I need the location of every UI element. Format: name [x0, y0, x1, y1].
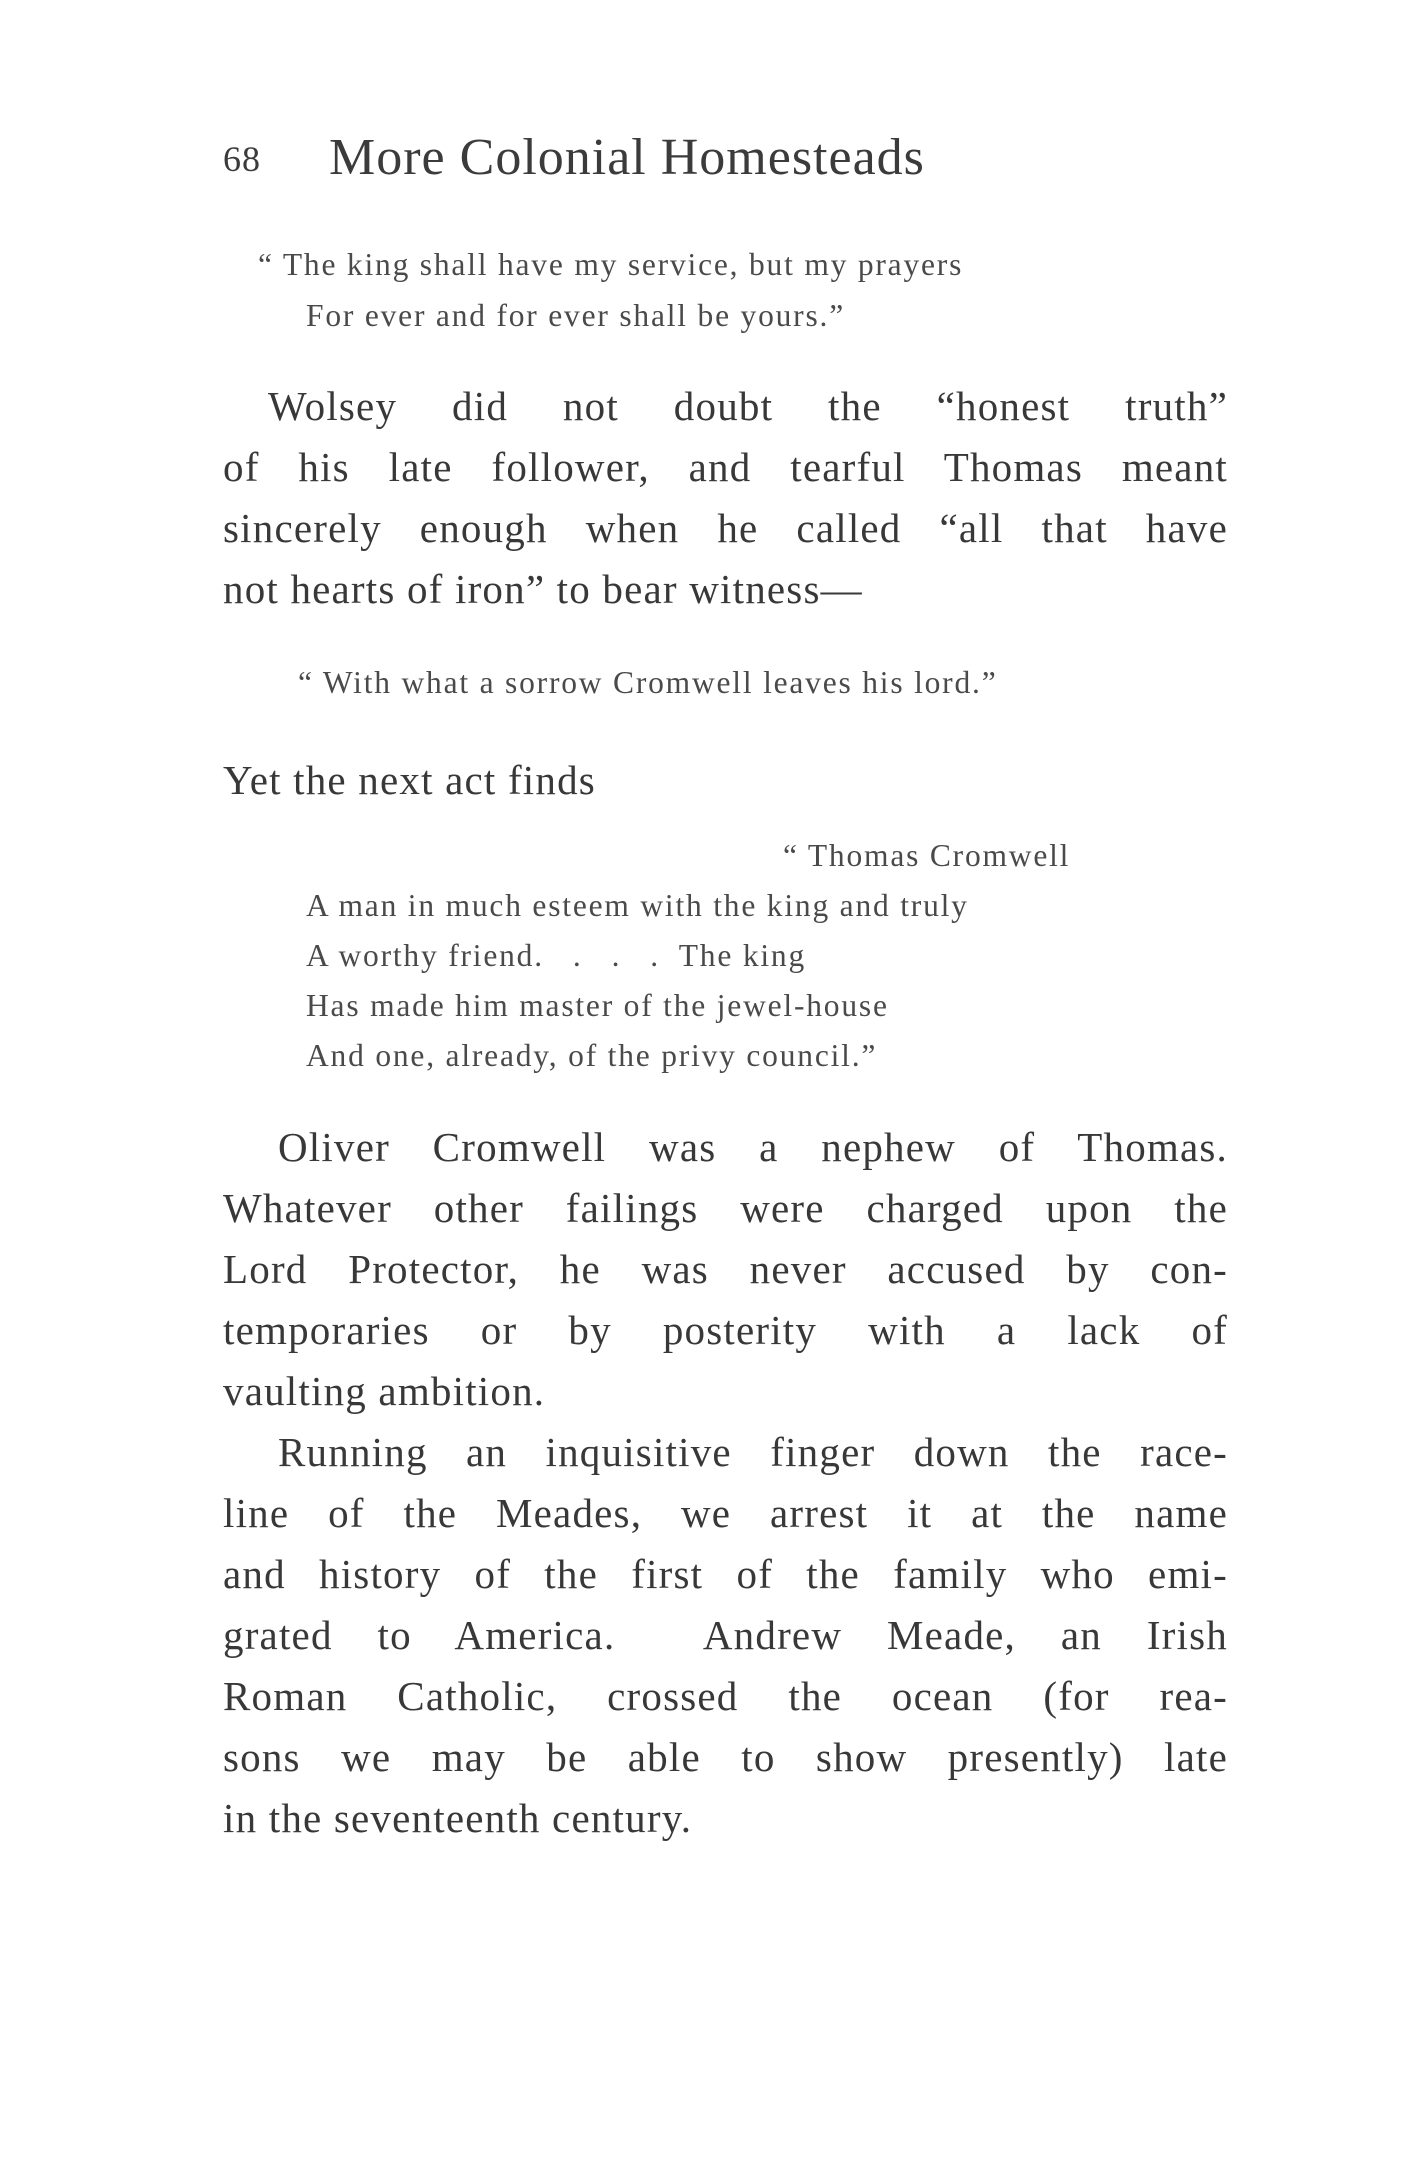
paragraph-line: Whatever other failings were charged upon the: [223, 1185, 1228, 1231]
verse-line: For ever and for ever shall be yours.”: [306, 298, 845, 333]
page-number: 68: [223, 139, 261, 179]
paragraph-line: grated to America. Andrew Meade, an Irish: [223, 1612, 1228, 1658]
paragraph-line: sincerely enough when he called “all that have: [223, 505, 1228, 551]
paragraph-line: Oliver Cromwell was a nephew of Thomas.: [278, 1124, 1228, 1170]
paragraph-line: Yet the next act finds: [223, 757, 596, 803]
paragraph-line: sons we may be able to show presently) late: [223, 1734, 1228, 1780]
verse-line: A worthy friend. . . . The king: [306, 938, 807, 973]
paragraph-line: Running an inquisitive finger down the race-: [278, 1429, 1228, 1475]
verse-line: “ With what a sorrow Cromwell leaves his lord.”: [298, 665, 998, 700]
verse-line: “ Thomas Cromwell: [783, 838, 1071, 873]
paragraph-line: not hearts of iron” to bear witness—: [223, 566, 863, 612]
paragraph-line: Wolsey did not doubt the “honest truth”: [268, 383, 1228, 429]
verse-line: And one, already, of the privy council.”: [306, 1038, 878, 1073]
paragraph-line: vaulting ambition.: [223, 1368, 546, 1414]
paragraph-line: Lord Protector, he was never accused by con-: [223, 1246, 1228, 1292]
running-title: More Colonial Homesteads: [329, 129, 925, 186]
verse-line: A man in much esteem with the king and truly: [306, 888, 969, 923]
paragraph-line: and history of the first of the family who emi-: [223, 1551, 1228, 1597]
paragraph-line: in the seventeenth century.: [223, 1795, 693, 1841]
paragraph-line: Roman Catholic, crossed the ocean (for rea-: [223, 1673, 1228, 1719]
verse-line: Has made him master of the jewel-house: [306, 988, 889, 1023]
paragraph-line: temporaries or by posterity with a lack of: [223, 1307, 1228, 1353]
paragraph-line: of his late follower, and tearful Thomas meant: [223, 444, 1228, 490]
paragraph-line: line of the Meades, we arrest it at the name: [223, 1490, 1228, 1536]
running-header: [223, 128, 925, 187]
verse-line: “ The king shall have my service, but my prayers: [258, 247, 964, 282]
